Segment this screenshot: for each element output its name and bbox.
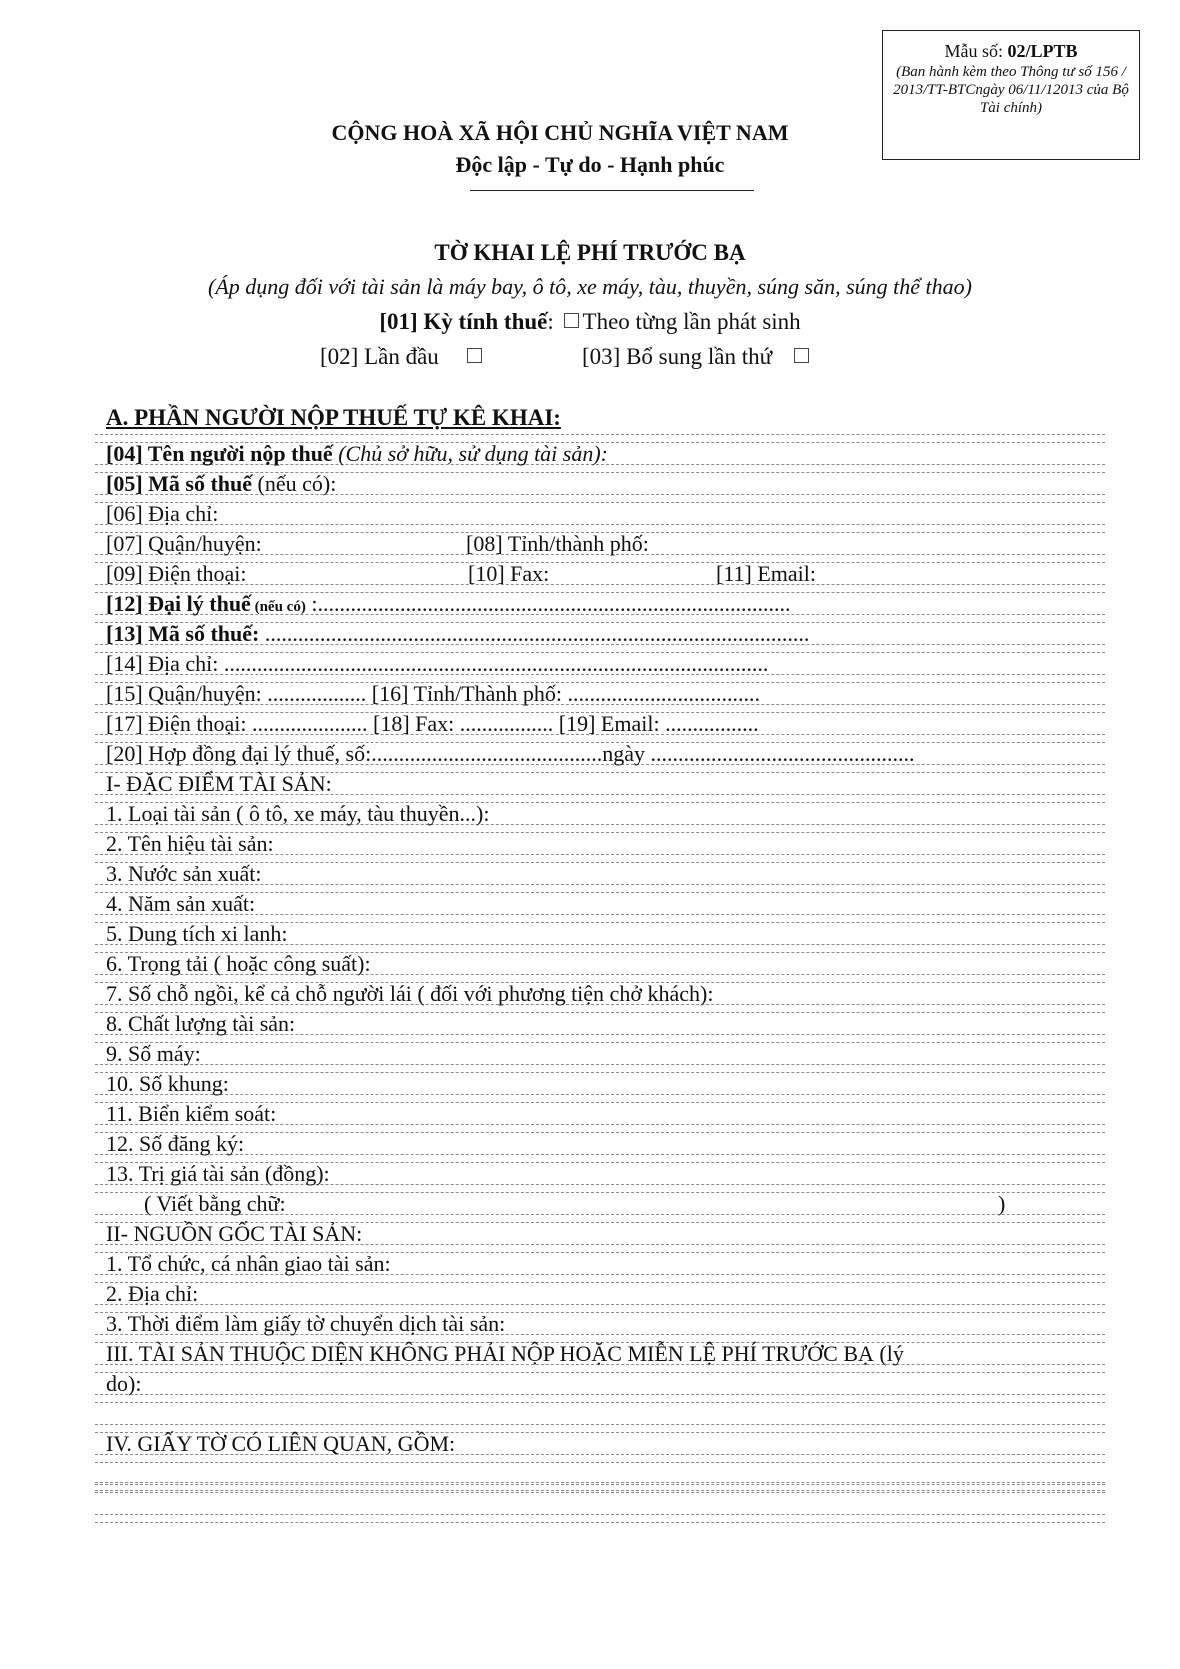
- asset-value-words-close: ): [998, 1191, 1006, 1216]
- supplement-option: [582, 342, 813, 372]
- taxpayer-address-field[interactable]: [06] Địa chỉ:: [106, 501, 219, 526]
- rule-line: [95, 1154, 1105, 1155]
- asset-value-field[interactable]: 13. Trị giá tài sản (đồng):: [106, 1161, 330, 1186]
- rule-line: [95, 1462, 1105, 1463]
- agent-contact-field[interactable]: [17] Điện thoại: ..................... [18] Fax: ................. [19] Email: .................: [106, 711, 759, 736]
- rule-line: [95, 1492, 1105, 1493]
- rule-line: [95, 1064, 1105, 1065]
- rule-line: [95, 1132, 1105, 1133]
- origin-transfer-date-field[interactable]: 3. Thời điểm làm giấy tờ chuyển dịch tài sản:: [106, 1311, 506, 1336]
- section-a-heading: A. PHẦN NGƯỜI NỘP THUẾ TỰ KÊ KHAI:: [106, 405, 561, 430]
- page-subtitle: (Áp dụng đối với tài sản là máy bay, ô tô, xe máy, tàu, thuyền, súng săn, súng thể thao): [208, 274, 972, 299]
- tax-agent-field[interactable]: [106, 591, 790, 620]
- rule-line: [95, 1402, 1105, 1403]
- rule-line: [95, 1282, 1105, 1283]
- supplement-label: [03] Bổ sung lần thứ: [582, 344, 773, 369]
- rule-line: [95, 1484, 1105, 1485]
- form-number-value: 02/LPTB: [1007, 41, 1078, 61]
- taxpayer-tax-code-note: (nếu có):: [252, 471, 337, 496]
- tax-period-checkbox[interactable]: [564, 313, 579, 328]
- country-name: CỘNG HOÀ XÃ HỘI CHỦ NGHĨA VIỆT NAM: [331, 120, 789, 145]
- rule-line: [95, 434, 1105, 435]
- rule-line: [95, 1522, 1105, 1523]
- tax-agent-dotted-fill: :......................................................................................: [305, 591, 791, 616]
- exempt-reason-field[interactable]: do):: [106, 1371, 142, 1396]
- rule-line: [95, 1094, 1105, 1095]
- taxpayer-name-note: (Chủ sở hữu, sử dụng tài sản):: [332, 441, 609, 466]
- form-number: [883, 39, 1139, 63]
- asset-registration-field[interactable]: 12. Số đăng ký:: [106, 1131, 245, 1156]
- taxpayer-name-label: [04] Tên người nộp thuế: [106, 441, 333, 466]
- taxpayer-tax-code-label: [05] Mã số thuế: [106, 471, 253, 496]
- agent-address-field[interactable]: [14] Địa chỉ: ...................................................................................................: [106, 651, 769, 676]
- asset-seats-field[interactable]: 7. Số chỗ ngồi, kể cả chỗ người lái ( đối với phương tiện chở khách):: [106, 981, 714, 1006]
- asset-engine-no-field[interactable]: 9. Số máy:: [106, 1041, 201, 1066]
- agent-district-province-field[interactable]: [15] Quận/huyện: .................. [16] Tỉnh/Thành phố: ...................................: [106, 681, 761, 706]
- form-issuance-note: (Ban hành kèm theo Thông tư số 156 / 2013/TT-BTCngày 06/11/12013 của Bộ Tài chính): [893, 64, 1129, 116]
- asset-cylinder-field[interactable]: 5. Dung tích xi lanh:: [106, 921, 288, 946]
- tax-period-row: [0, 307, 1180, 337]
- taxpayer-tax-code-field[interactable]: [106, 471, 336, 497]
- rule-line: [95, 1424, 1105, 1425]
- taxpayer-fax-field[interactable]: [10] Fax:: [468, 561, 550, 586]
- asset-year-field[interactable]: 4. Năm sản xuất:: [106, 891, 256, 916]
- origin-address-field[interactable]: 2. Địa chỉ:: [106, 1281, 199, 1306]
- rule-line: [95, 1490, 1105, 1491]
- tax-period-option: Theo từng lần phát sinh: [582, 309, 801, 334]
- motto-underline: [470, 190, 754, 191]
- rule-line: [95, 1042, 1105, 1043]
- asset-value-words-field[interactable]: ( Viết bằng chữ:: [144, 1191, 286, 1216]
- asset-type-field[interactable]: 1. Loại tài sản ( ô tô, xe máy, tàu thuyền...):: [106, 801, 490, 826]
- supplement-checkbox[interactable]: [794, 348, 809, 363]
- agent-contract-field[interactable]: [20] Hợp đồng đại lý thuế, số:..........................................ngày ................................................: [106, 741, 915, 766]
- asset-quality-field[interactable]: 8. Chất lượng tài sản:: [106, 1011, 296, 1036]
- rule-line: [95, 524, 1105, 525]
- rule-line: [95, 1482, 1105, 1483]
- docs-section-heading: IV. GIẤY TỜ CÓ LIÊN QUAN, GỒM:: [106, 1431, 456, 1456]
- tax-agent-note: (nếu có): [250, 599, 306, 615]
- tax-agent-label: [12] Đại lý thuế: [106, 591, 251, 616]
- asset-chassis-no-field[interactable]: 10. Số khung:: [106, 1071, 229, 1096]
- form-number-label: Mẫu số:: [944, 41, 1008, 61]
- taxpayer-phone-field[interactable]: [09] Điện thoại:: [106, 561, 247, 586]
- first-time-label: [02] Lần đầu: [320, 344, 439, 369]
- rule-line: [95, 1394, 1105, 1395]
- agent-tax-code-dotted-fill: ...................................................................................................: [259, 621, 810, 646]
- rule-line: [95, 502, 1105, 503]
- form-number-box: [882, 30, 1140, 160]
- rule-line: [95, 1072, 1105, 1073]
- page-title: TỜ KHAI LỆ PHÍ TRƯỚC BẠ: [434, 240, 746, 265]
- taxpayer-email-field[interactable]: [11] Email:: [716, 561, 816, 586]
- tax-period-label: [01] Kỳ tính thuế: [379, 309, 548, 334]
- first-time-checkbox[interactable]: [467, 348, 482, 363]
- rule-line: [95, 1372, 1105, 1373]
- rule-line: [95, 1514, 1105, 1515]
- rule-line: [95, 1304, 1105, 1305]
- origin-transferor-field[interactable]: 1. Tổ chức, cá nhân giao tài sản:: [106, 1251, 391, 1276]
- asset-load-field[interactable]: 6. Trọng tải ( hoặc công suất):: [106, 951, 371, 976]
- taxpayer-name-field[interactable]: [106, 441, 608, 467]
- tax-period-colon: :: [547, 309, 554, 334]
- first-time-option: [320, 342, 486, 372]
- agent-tax-code-label: [13] Mã số thuế:: [106, 621, 260, 646]
- exempt-section-heading: III. TÀI SẢN THUỘC DIỆN KHÔNG PHẢI NỘP HOẶC MIỄN LỆ PHÍ TRƯỚC BẠ (lý: [106, 1341, 904, 1366]
- asset-country-field[interactable]: 3. Nước sản xuất:: [106, 861, 262, 886]
- asset-section-heading: I- ĐẶC ĐIỂM TÀI SẢN:: [106, 771, 332, 796]
- taxpayer-province-field[interactable]: [08] Tỉnh/thành phố:: [466, 531, 649, 556]
- rule-line: [95, 1454, 1105, 1455]
- asset-brand-field[interactable]: 2. Tên hiệu tài sản:: [106, 831, 274, 856]
- taxpayer-district-field[interactable]: [07] Quận/huyện:: [106, 531, 262, 556]
- asset-plate-field[interactable]: 11. Biển kiểm soát:: [106, 1101, 277, 1126]
- national-motto: Độc lập - Tự do - Hạnh phúc: [455, 152, 725, 177]
- agent-tax-code-field[interactable]: [106, 621, 809, 647]
- origin-section-heading: II- NGUỒN GỐC TÀI SẢN:: [106, 1221, 363, 1246]
